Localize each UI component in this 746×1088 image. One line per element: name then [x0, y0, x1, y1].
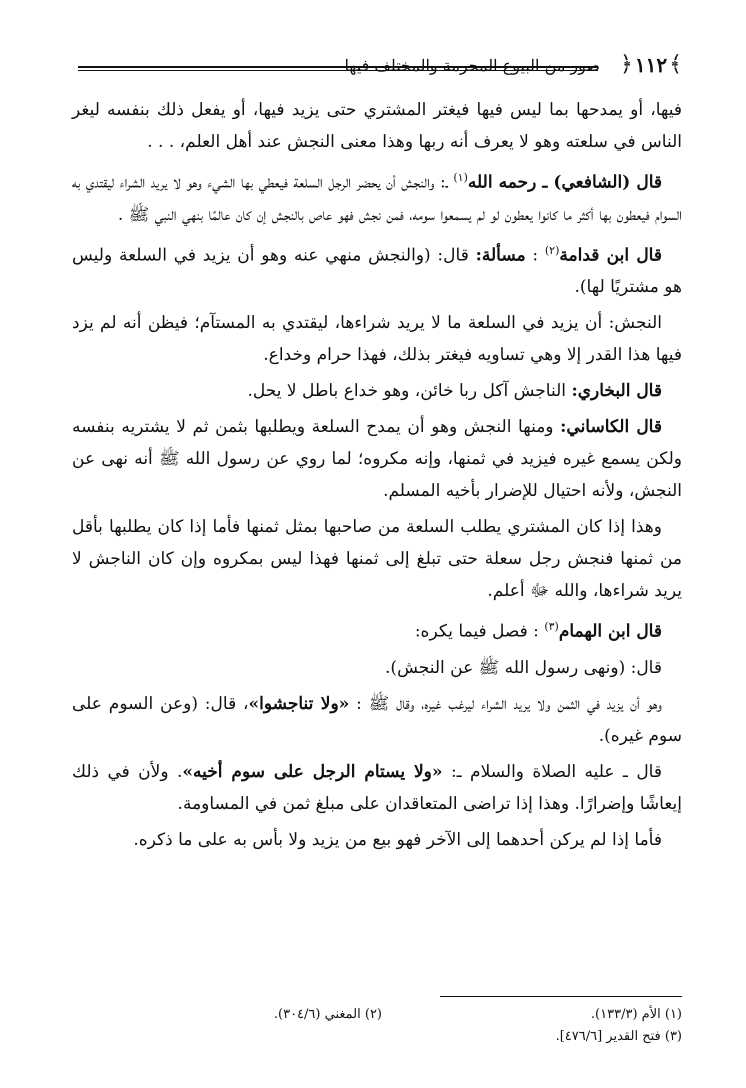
paragraph-text: ومنها النجش وهو أن يمدح السلعة ويطلبها بثمن ثم لا يشتريه بنفسه ولكن يسمع غيره فيزيد في ثمنها، وإنه مكروه؛ لما روي عن رسول الله ﷺ أنه نهى عن النجش، ولأنه احتيال للإضرار بأخيه المسلم. [72, 417, 682, 502]
paragraph [72, 824, 682, 856]
paragraph-text: فيها، أو يمدحها بما ليس فيها فيغتر المشتري حتى يزيد فيها، أو يفعل ذلك بنفسه ليغر الناس في سلعته وهو لا يعرف أنه ربها وهذا معنى النجش عند أهل العلم، . . . [72, 100, 682, 152]
paragraph-text: ـ: والنجش أن يحضر الرجل السلعة فيعطي بها الشيء وهو لا يريد الشراء ليقتدي به السوام فيعطون بها أكثر ما كانوا يعطون لو لم يسمعوا سومه، فمن نجش فهو عاص بالنجش إن كان عالمًا بنهي النبي ﷺ . [72, 172, 682, 225]
paragraph-text: قال: (والنجش منهي عنه وهو أن يزيد في السلعة وليس هو مشتريًا لها). [72, 245, 682, 298]
paragraph-text: ، قال: (وعن السوم على سوم غيره). [72, 693, 682, 746]
page-number-value: ١١٢ [634, 52, 668, 77]
bold-text: «ولا يستام الرجل على سوم أخيه» [182, 761, 443, 782]
paragraph [72, 94, 682, 158]
footnote-row-2 [72, 1026, 682, 1048]
paragraph [72, 611, 682, 648]
paragraph-text: وهو أن يزيد في الثمن ولا يريد الشراء ليرغب غيره، وقال ﷺ : [349, 693, 662, 714]
page-number-left-brace: ﴿ [619, 52, 633, 77]
paragraph-text: النجش: أن يزيد في السلعة ما لا يريد شراءها، ليقتدي به المستآم؛ فيظن أنه لم يزد فيها هذا القدر إلا وهي تساويه فيغتر بذلك، فهذا حرام وخداع. [72, 313, 682, 366]
paragraph-text: فأما إذا لم يركن أحدهما إلى الآخر فهو بيع من يزيد ولا بأس به على ما ذكره. [133, 829, 662, 850]
footnote-marker[interactable]: (٢) [544, 243, 560, 257]
paragraph [72, 511, 682, 607]
footnote-rule [440, 996, 682, 997]
paragraph [72, 411, 682, 507]
paragraph-text: قال: (ونهى رسول الله ﷺ عن النجش). [385, 657, 662, 678]
page-number [620, 52, 682, 77]
bold-text: مسألة: [475, 245, 526, 266]
header-rule-thick [78, 66, 598, 68]
paragraph [72, 235, 682, 304]
footnote-3: (٣) فتح القدير [٤٧٦/٦]. [555, 1029, 682, 1044]
paragraph-text: قال ـ عليه الصلاة والسلام ـ: [442, 761, 662, 782]
paragraph [72, 307, 682, 371]
paragraph [72, 162, 682, 231]
paragraph-text: : [525, 245, 545, 266]
paragraph-text: . ولأن في ذلك إيعاشًا وإضرارًا. وهذا إذا تراضى المتعاقدان على مبلغ ثمن في المساومة. [72, 761, 682, 814]
bold-text: قال ابن الهمام [558, 621, 662, 642]
running-title: صور من البيوع المحرمة والمختلف فيها [344, 56, 600, 75]
bold-text: «ولا تناجشوا» [248, 693, 350, 714]
paragraph-text: الناجش آكل ربا خائن، وهو خداع باطل لا يحل. [247, 381, 572, 402]
paragraph [72, 756, 682, 820]
paragraph [72, 688, 682, 752]
paragraph-text: : فصل فيما يكره: [414, 621, 545, 642]
header-rule-thin [78, 70, 598, 71]
paragraph-text: وهذا إذا كان المشتري يطلب السلعة من صاحبها بمثل ثمنها فأما إذا كان يطلبها بأقل من ثمنها فنجش رجل سعلة حتى تبلغ إلى ثمنها فهذا ليس بمكروه وإن كان الناجش لا يريد شراءها، والله ﷻ أعلم. [72, 517, 682, 602]
page-number-right-brace: ﴾ [669, 52, 682, 77]
paragraph [72, 375, 682, 407]
footnote-marker[interactable]: (٣) [544, 620, 559, 634]
body-text [72, 94, 682, 856]
paragraph [72, 652, 682, 684]
footnotes [72, 1004, 682, 1048]
footnote-marker[interactable]: (١) [453, 171, 468, 184]
footnote-row-1 [72, 1004, 682, 1026]
bold-text: قال (الشافعي) ـ رحمه الله [467, 172, 662, 193]
page-header [70, 44, 682, 88]
footnote-2: (٢) المغني (٣٠٤/٦). [273, 1007, 382, 1022]
footnote-1: (١) الأم (١٣٣/٣). [590, 1007, 682, 1022]
bold-text: قال البخاري: [571, 381, 662, 402]
bold-text: قال الكاساني: [560, 417, 662, 438]
bold-text: قال ابن قدامة [559, 245, 662, 266]
